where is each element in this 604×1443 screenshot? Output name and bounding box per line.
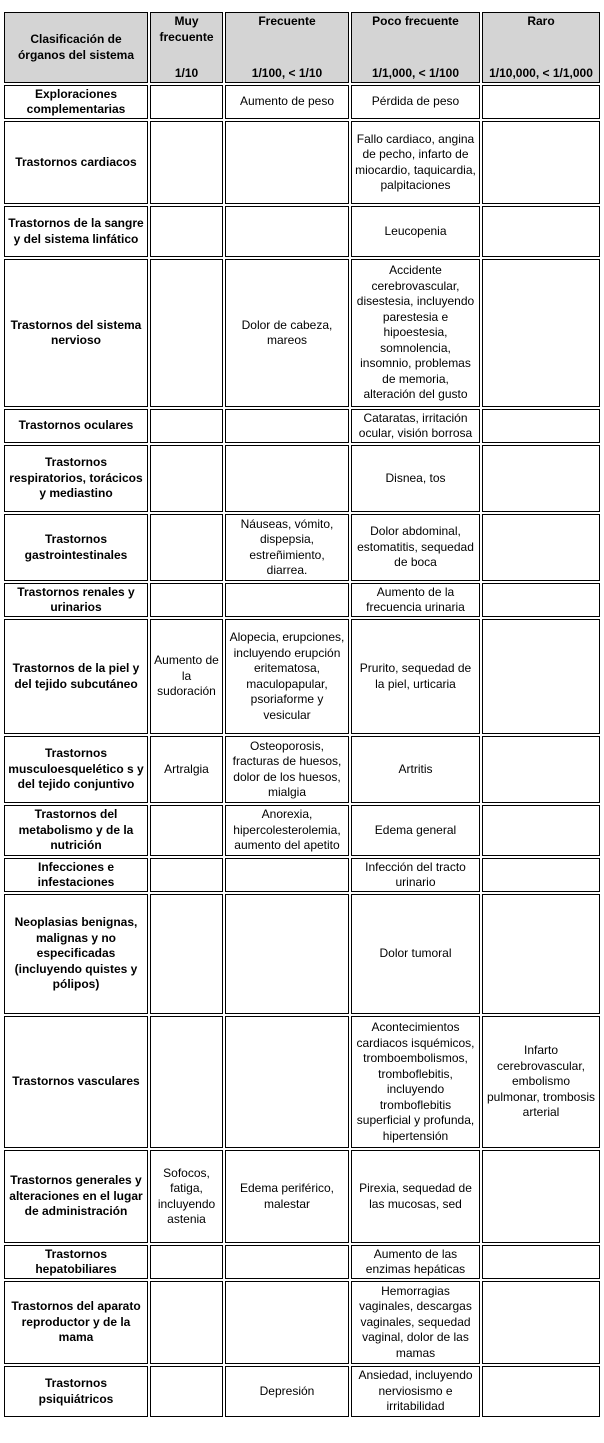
- cell-text: Fallo cardiaco, angina de pecho, infarto de miocardio, taquicardia, palpitaciones: [355, 131, 476, 192]
- cell-text: Accidente cerebrovascular, disestesia, incluyendo parestesia e hipoestesia, somnolencia, insomnio, problemas de memoria, alteración del gusto: [356, 263, 475, 402]
- organ-class-text: Trastornos del sistema nervioso: [10, 317, 142, 347]
- header-very-frequent: [150, 12, 223, 83]
- organ-class-text: Trastornos hepatobiliares: [35, 1246, 117, 1276]
- table-row: [3, 582, 601, 618]
- cell-text: Edema periférico, malestar: [239, 1181, 335, 1211]
- frequency-cell-muy: [150, 1245, 223, 1279]
- organ-class-cell: [4, 409, 148, 443]
- organ-class-cell: [4, 445, 148, 512]
- organ-class-cell: [4, 894, 148, 1014]
- organ-class-cell: [4, 1281, 148, 1364]
- cell-text: Leucopenia: [384, 223, 447, 238]
- cell-text: Aumento de la frecuencia urinaria: [366, 584, 465, 614]
- frequency-cell-raro: [482, 409, 600, 443]
- cell-text: Cataratas, irritación ocular, visión borrosa: [358, 410, 473, 440]
- frequency-cell-frec: [225, 514, 349, 581]
- frequency-cell-poco: [351, 206, 480, 257]
- frequency-cell-raro: [482, 121, 600, 204]
- cell-text: Edema general: [374, 822, 457, 837]
- cell-text: Sofocos, fatiga, incluyendo astenia: [157, 1165, 216, 1226]
- frequency-cell-raro: [482, 1150, 600, 1243]
- frequency-cell-muy: [150, 1366, 223, 1417]
- frequency-cell-muy: [150, 1016, 223, 1148]
- header-very-frequent-label: Muy frecuente: [159, 14, 214, 44]
- frequency-cell-muy: [150, 1150, 223, 1243]
- cell-text: Osteoporosis, fracturas de huesos, dolor de los huesos, mialgia: [232, 738, 342, 799]
- header-organ-class-label: Clasificación de órganos del sistema: [17, 32, 135, 62]
- organ-class-cell: [4, 1016, 148, 1148]
- table-row: [3, 84, 601, 120]
- frequency-cell-raro: [482, 206, 600, 257]
- frequency-cell-muy: [150, 445, 223, 512]
- organ-class-text: Trastornos generales y alteraciones en el lugar de administración: [9, 1173, 143, 1219]
- frequency-cell-frec: [225, 619, 349, 734]
- cell-text: Alopecia, erupciones, incluyendo erupción eritematosa, maculopapular, psoriaforme y vesicular: [229, 630, 345, 722]
- organ-class-cell: [4, 619, 148, 734]
- frequency-cell-frec: [225, 1016, 349, 1148]
- cell-text: Anorexia, hipercolesterolemia, aumento del apetito: [233, 807, 341, 853]
- frequency-cell-frec: [225, 805, 349, 856]
- frequency-cell-raro: [482, 85, 600, 119]
- frequency-cell-poco: [351, 514, 480, 581]
- table-row: [3, 513, 601, 582]
- organ-class-text: Trastornos de la sangre y del sistema linfático: [8, 216, 144, 246]
- header-row: [3, 11, 601, 84]
- header-organ-class: [4, 12, 148, 83]
- header-rare: [482, 12, 600, 83]
- header-uncommon-label: Poco frecuente: [372, 14, 459, 28]
- cell-text: Hemorragias vaginales, descargas vaginales, sequedad vaginal, dolor de las mamas: [359, 1283, 472, 1360]
- frequency-cell-frec: [225, 259, 349, 407]
- frequency-cell-frec: [225, 1245, 349, 1279]
- organ-class-cell: [4, 1245, 148, 1279]
- frequency-cell-raro: [482, 858, 600, 892]
- cell-text: Artritis: [398, 761, 433, 776]
- frequency-cell-poco: [351, 858, 480, 892]
- table-row: [3, 408, 601, 444]
- table-row: [3, 1149, 601, 1244]
- organ-class-cell: [4, 259, 148, 407]
- cell-text: Prurito, sequedad de la piel, urticaria: [359, 661, 472, 691]
- organ-class-cell: [4, 514, 148, 581]
- frequency-cell-frec: [225, 583, 349, 617]
- frequency-cell-raro: [482, 583, 600, 617]
- organ-class-text: Trastornos vasculares: [12, 1074, 140, 1089]
- table-row: [3, 893, 601, 1015]
- organ-class-text: Trastornos cardiacos: [15, 154, 137, 169]
- frequency-cell-frec: [225, 1281, 349, 1364]
- cell-text: Acontecimientos cardiacos isquémicos, tromboembolismos, tromboflebitis, incluyendo tromboflebitis superficial y profunda, hipertensión: [356, 1020, 475, 1143]
- frequency-cell-poco: [351, 85, 480, 119]
- header-frequent-label: Frecuente: [258, 14, 316, 28]
- frequency-cell-poco: [351, 409, 480, 443]
- frequency-cell-poco: [351, 1281, 480, 1364]
- header-rare-label: Raro: [527, 14, 555, 28]
- frequency-cell-raro: [482, 805, 600, 856]
- organ-class-cell: [4, 805, 148, 856]
- frequency-cell-muy: [150, 121, 223, 204]
- frequency-cell-poco: [351, 894, 480, 1014]
- frequency-cell-muy: [150, 805, 223, 856]
- frequency-cell-muy: [150, 85, 223, 119]
- cell-text: Depresión: [259, 1383, 315, 1398]
- frequency-cell-raro: [482, 619, 600, 734]
- frequency-cell-muy: [150, 894, 223, 1014]
- frequency-cell-muy: [150, 259, 223, 407]
- frequency-cell-frec: [225, 121, 349, 204]
- organ-class-cell: [4, 121, 148, 204]
- frequency-cell-poco: [351, 619, 480, 734]
- cell-text: Ansiedad, incluyendo nerviosismo e irritabilidad: [358, 1368, 473, 1414]
- table-row: [3, 1015, 601, 1149]
- frequency-cell-raro: [482, 894, 600, 1014]
- organ-class-text: Trastornos del metabolismo y de la nutrición: [18, 807, 134, 853]
- frequency-cell-raro: [482, 1245, 600, 1279]
- organ-class-cell: [4, 1150, 148, 1243]
- frequency-cell-frec: [225, 409, 349, 443]
- frequency-cell-muy: [150, 736, 223, 803]
- table-row: [3, 258, 601, 408]
- organ-class-cell: [4, 583, 148, 617]
- frequency-cell-frec: [225, 1150, 349, 1243]
- adverse-reactions-table: [3, 11, 601, 1418]
- cell-text: Infarto cerebrovascular, embolismo pulmonar, trombosis arterial: [486, 1043, 596, 1120]
- cell-text: Disnea, tos: [385, 470, 446, 485]
- frequency-cell-poco: [351, 1150, 480, 1243]
- organ-class-text: Trastornos oculares: [18, 418, 134, 433]
- header-rare-rate: 1/10,000, < 1/1,000: [489, 65, 593, 80]
- header-uncommon: [351, 12, 480, 83]
- frequency-cell-muy: [150, 583, 223, 617]
- organ-class-cell: [4, 1366, 148, 1417]
- frequency-cell-muy: [150, 514, 223, 581]
- frequency-cell-raro: [482, 1366, 600, 1417]
- cell-text: Infección del tracto urinario: [365, 859, 466, 889]
- header-frequent-rate: 1/100, < 1/10: [251, 65, 323, 80]
- organ-class-cell: [4, 206, 148, 257]
- frequency-cell-poco: [351, 736, 480, 803]
- frequency-cell-muy: [150, 1281, 223, 1364]
- frequency-cell-muy: [150, 619, 223, 734]
- organ-class-text: Neoplasias benignas, malignas y no especificadas (incluyendo quistes y pólipos): [14, 915, 138, 992]
- cell-text: Náuseas, vómito, dispepsia, estreñimiento, diarrea.: [240, 516, 334, 577]
- frequency-cell-raro: [482, 259, 600, 407]
- cell-text: Aumento de la sudoración: [154, 653, 219, 699]
- table-row: [3, 444, 601, 513]
- frequency-cell-poco: [351, 1245, 480, 1279]
- organ-class-text: Trastornos del aparato reproductor y de la mama: [11, 1299, 141, 1345]
- cell-text: Dolor abdominal, estomatitis, sequedad de boca: [357, 524, 474, 570]
- organ-class-text: Trastornos de la piel y del tejido subcutáneo: [12, 661, 140, 691]
- frequency-cell-poco: [351, 121, 480, 204]
- frequency-cell-muy: [150, 409, 223, 443]
- frequency-cell-muy: [150, 206, 223, 257]
- frequency-cell-poco: [351, 805, 480, 856]
- organ-class-text: Trastornos psiquiátricos: [38, 1376, 114, 1406]
- frequency-cell-poco: [351, 259, 480, 407]
- table-row: [3, 1280, 601, 1365]
- frequency-cell-raro: [482, 736, 600, 803]
- cell-text: Pérdida de peso: [371, 94, 460, 109]
- frequency-cell-poco: [351, 445, 480, 512]
- frequency-cell-raro: [482, 1281, 600, 1364]
- table-row: [3, 1244, 601, 1280]
- frequency-cell-poco: [351, 1016, 480, 1148]
- frequency-cell-raro: [482, 445, 600, 512]
- header-frequent: [225, 12, 349, 83]
- organ-class-text: Trastornos gastrointestinales: [24, 532, 128, 562]
- table-row: [3, 857, 601, 893]
- frequency-cell-poco: [351, 1366, 480, 1417]
- table-row: [3, 618, 601, 735]
- frequency-cell-frec: [225, 858, 349, 892]
- header-very-frequent-rate: 1/10: [174, 65, 199, 80]
- frequency-cell-raro: [482, 1016, 600, 1148]
- frequency-cell-raro: [482, 514, 600, 581]
- cell-text: Dolor de cabeza, mareos: [241, 317, 333, 347]
- organ-class-text: Trastornos renales y urinarios: [17, 584, 135, 614]
- cell-text: Dolor tumoral: [379, 946, 452, 961]
- organ-class-text: Infecciones e infestaciones: [37, 859, 115, 889]
- organ-class-cell: [4, 858, 148, 892]
- organ-class-text: Trastornos respiratorios, torácicos y mediastino: [9, 455, 143, 501]
- frequency-cell-frec: [225, 736, 349, 803]
- frequency-cell-frec: [225, 206, 349, 257]
- cell-text: Aumento de peso: [239, 94, 335, 109]
- frequency-cell-frec: [225, 445, 349, 512]
- table-row: [3, 1365, 601, 1418]
- cell-text: Aumento de las enzimas hepáticas: [365, 1246, 466, 1276]
- frequency-cell-muy: [150, 858, 223, 892]
- frequency-cell-frec: [225, 85, 349, 119]
- frequency-cell-frec: [225, 1366, 349, 1417]
- table-row: [3, 205, 601, 258]
- table-row: [3, 735, 601, 804]
- table-body: [3, 84, 601, 1418]
- cell-text: Pirexia, sequedad de las mucosas, sed: [359, 1181, 472, 1211]
- table-row: [3, 804, 601, 857]
- organ-class-cell: [4, 85, 148, 119]
- header-uncommon-rate: 1/1,000, < 1/100: [371, 65, 460, 80]
- table-row: [3, 120, 601, 205]
- frequency-cell-poco: [351, 583, 480, 617]
- cell-text: Artralgia: [164, 761, 209, 776]
- organ-class-cell: [4, 736, 148, 803]
- frequency-cell-frec: [225, 894, 349, 1014]
- organ-class-text: Exploraciones complementarias: [26, 86, 126, 116]
- organ-class-text: Trastornos musculoesquelético s y del tejido conjuntivo: [8, 746, 144, 792]
